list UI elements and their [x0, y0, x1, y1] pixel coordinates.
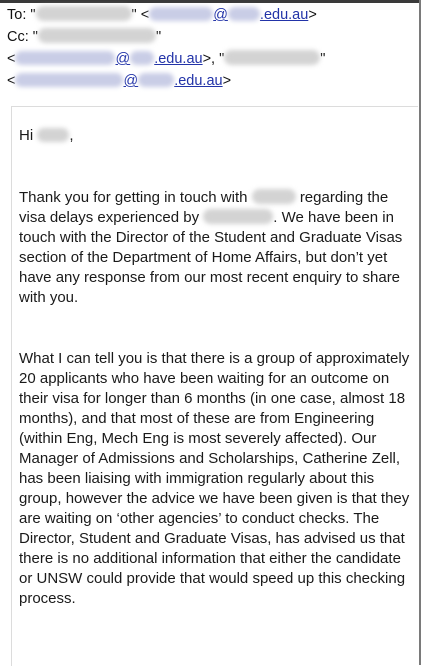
to-address[interactable]: @ .edu.au [149, 7, 308, 23]
redacted-name [38, 28, 156, 43]
to-label: To: [7, 7, 27, 23]
greeting-paragraph: Hi , [19, 127, 74, 144]
window-top-border [0, 0, 421, 3]
paragraph-2: What I can tell you is that there is a group of approximately 20 applicants who have been waiting for an outcome on their visa for longer than 6 months (in one case, almost 18 months), and that most of these are from Engineering (within Eng, Mech Eng is most severely affected). Our Manager of Admissions and Scholarships, Catherine Zell, has been liaising with immigration regularly about this group, however the advice we have been given is that they are waiting on ‘other agencies’ to conduct checks. The Director, Student and Graduate Visas, has advised us that there is no additional information that either the candidate or UNSW could provide that would speed up this checking process. [19, 350, 410, 607]
cc-recipients-line-2: < @ .edu.au> [7, 73, 232, 89]
redacted-name [203, 209, 273, 224]
paragraph-1: Thank you for getting in touch with regarding the visa delays experienced by . We have been in touch with the Director of the Student and Graduate Visas section of the Department of Home Affairs, but don’t yet have any response from our most recent enquiry to share with you. [19, 189, 403, 306]
cc-recipients-line: < @ .edu.au>, " " [7, 51, 326, 67]
cc-label: Cc: [7, 29, 29, 45]
cc-address-2[interactable]: @ .edu.au [15, 73, 222, 89]
redacted-name [252, 189, 296, 204]
greeting: Hi [19, 127, 34, 144]
to-line: To: " " < @ .edu.au> [7, 7, 317, 23]
redacted-name [224, 50, 320, 65]
redacted-name [36, 6, 132, 21]
cc-address-1[interactable]: @ .edu.au [15, 51, 202, 67]
cc-line: Cc: " " [7, 29, 162, 45]
redacted-name [37, 128, 69, 142]
message-body [11, 106, 418, 666]
